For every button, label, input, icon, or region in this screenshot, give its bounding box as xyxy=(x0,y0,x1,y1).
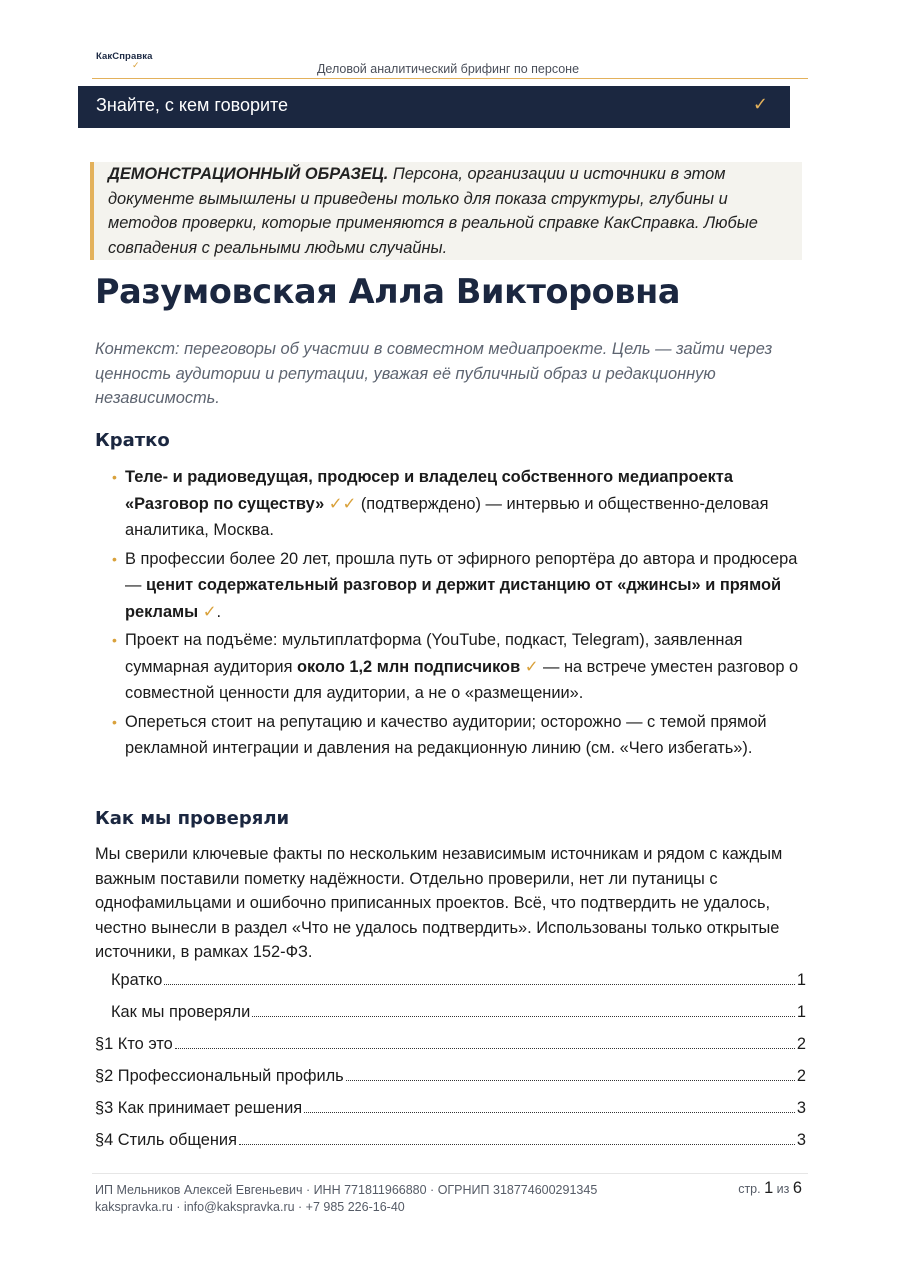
document-subtitle: Деловой аналитический брифинг по персоне xyxy=(316,62,580,76)
toc-item-who[interactable] xyxy=(95,1035,806,1067)
page-prefix: стр. xyxy=(738,1182,765,1196)
banner-title: Знайте, с кем говорите xyxy=(96,95,289,115)
bullet-icon: • xyxy=(112,632,117,648)
bullet-text: — на встрече уместен разговор о совместной ценности для аудитории, а не о «размещении». xyxy=(125,657,799,702)
list-item xyxy=(112,546,812,626)
page-total: 6 xyxy=(792,1179,802,1197)
meeting-context: Контекст: переговоры об участии в совместном медиапроекте. Цель — зайти через ценность аудитории и репутации, уважая её публичный образ и редакционную независимость. xyxy=(95,340,773,407)
demo-disclaimer-lead: ДЕМОНСТРАЦИОННЫЙ ОБРАЗЕЦ. xyxy=(108,165,389,183)
bullet-emphasis: Теле- и радиоведущая, продюсер и владелец собственного медиапроекта «Разговор по существу» xyxy=(125,468,733,513)
bullet-text: (подтверждено) — интервью и общественно-деловая аналитика, Москва. xyxy=(125,494,769,539)
person-name: Разумовская Алла Викторовна xyxy=(95,272,681,311)
toc-page: 1 xyxy=(796,971,806,989)
method-text: Мы сверили ключевые факты по нескольким независимым источникам и рядом с каждым важным поставили пометку надёжности. Отдельно проверили, нет ли путаницы с однофамильцами и ошибочно приписанных проектов. Всё, что подтвердить не удалось, честно вынесли в раздел «Что не удалось подтвердить». Использованы только открытые источники, в рамках 152-ФЗ. xyxy=(95,845,783,961)
toc-label: §3 Как принимает решения xyxy=(95,1099,303,1117)
check-icon: ✓ xyxy=(752,94,768,115)
toc-page: 1 xyxy=(796,1003,806,1021)
table-of-contents xyxy=(95,971,806,1163)
demo-disclaimer xyxy=(90,162,802,260)
footer-contacts-line: kakspravka.ru · info@kakspravka.ru · +7 985 226-16-40 xyxy=(95,1200,405,1214)
page-of: из xyxy=(773,1182,793,1196)
toc-leader xyxy=(164,984,794,985)
list-item xyxy=(112,627,812,707)
toc-leader xyxy=(239,1144,795,1145)
toc-label: Кратко xyxy=(111,971,163,989)
toc-page: 3 xyxy=(796,1131,806,1149)
verified-check-icon: ✓ xyxy=(520,657,539,676)
toc-leader xyxy=(346,1080,795,1081)
list-item xyxy=(112,709,812,762)
toc-item-decisions[interactable] xyxy=(95,1099,806,1131)
toc-page: 2 xyxy=(796,1035,806,1053)
toc-label: §2 Профессиональный профиль xyxy=(95,1067,344,1085)
bullet-icon: • xyxy=(112,713,117,730)
bullet-text: Проект на подъёме: мультиплатформа (YouTube, подкаст, Telegram), заявленная суммарная аудитория xyxy=(125,631,743,676)
toc-item-summary[interactable] xyxy=(95,971,806,1003)
header-divider xyxy=(92,78,808,79)
list-item xyxy=(112,464,812,544)
toc-page: 2 xyxy=(796,1067,806,1085)
summary-heading: Кратко xyxy=(95,430,170,451)
toc-label: §1 Кто это xyxy=(95,1035,173,1053)
demo-disclaimer-body: Персона, организации и источники в этом документе вымышлены и приведены только для показа структуры, глубины и методов проверки, которые применяются в реальной справке КакСправка. Любые совпадения с реальными людьми случайны. xyxy=(108,165,758,257)
toc-leader xyxy=(175,1048,795,1049)
bullet-text: . xyxy=(216,602,222,621)
bullet-emphasis: ценит содержательный разговор и держит дистанцию от «джинсы» и прямой рекламы xyxy=(125,576,782,621)
footer-requisites xyxy=(95,1182,597,1216)
bullet-icon: • xyxy=(112,469,117,485)
toc-item-profile[interactable] xyxy=(95,1067,806,1099)
brand-logo: КакСправка xyxy=(96,51,153,62)
toc-page: 3 xyxy=(796,1099,806,1117)
bullet-text: Опереться стоит на репутацию и качество аудитории; осторожно — с темой прямой рекламной интеграции и давления на редакционную линию (см. «Чего избегать»). xyxy=(125,712,767,757)
summary-list xyxy=(112,464,812,764)
page-current: 1 xyxy=(764,1179,774,1197)
toc-item-method[interactable] xyxy=(95,1003,806,1035)
toc-label: §4 Стиль общения xyxy=(95,1131,237,1149)
footer-divider xyxy=(92,1173,808,1174)
verified-check-icon: ✓✓ xyxy=(324,494,357,513)
toc-item-style[interactable] xyxy=(95,1131,806,1163)
bullet-emphasis: около 1,2 млн подписчиков xyxy=(297,657,521,676)
method-heading: Как мы проверяли xyxy=(95,808,290,829)
verified-check-icon: ✓ xyxy=(198,602,217,621)
bullet-icon: • xyxy=(112,550,117,567)
demo-disclaimer-text xyxy=(108,162,788,260)
bullet-text: В профессии более 20 лет, прошла путь от эфирного репортёра до автора и продюсера — xyxy=(125,549,798,594)
toc-label: Как мы проверяли xyxy=(111,1003,251,1021)
toc-leader xyxy=(252,1016,795,1017)
page-counter xyxy=(738,1179,802,1198)
toc-leader xyxy=(304,1112,795,1113)
logo-check-icon: ✓ xyxy=(132,61,140,71)
footer-legal-line: ИП Мельников Алексей Евгеньевич · ИНН 771811966880 · ОГРНИП 318774600291345 xyxy=(95,1183,598,1197)
title-banner xyxy=(78,86,790,128)
